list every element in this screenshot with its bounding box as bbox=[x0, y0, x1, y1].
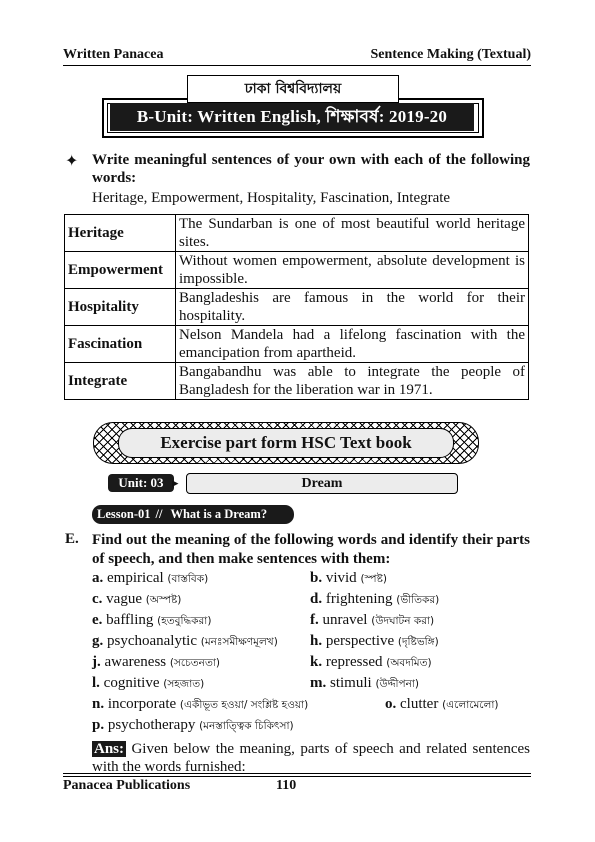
lesson-title: What is a Dream? bbox=[170, 507, 268, 521]
list-item: k. repressed (অবদমিত) bbox=[310, 654, 432, 670]
list-item: f. unravel (উদঘাটন করা) bbox=[310, 612, 435, 628]
question-text: Write meaningful sentences of your own with each of the following words: bbox=[92, 152, 530, 186]
exercise-banner-title: Exercise part form HSC Text book bbox=[118, 428, 454, 458]
list-item: a. empirical (বাস্তবিক) bbox=[92, 570, 209, 586]
list-item: l. cognitive (সহজাত) bbox=[92, 675, 205, 691]
exercise-label: E. bbox=[65, 531, 79, 547]
table-word: Heritage bbox=[65, 215, 176, 252]
star-bullet-icon: ✦ bbox=[65, 153, 79, 170]
answer-text: Given below the meaning, parts of speech and related sentences with the words furnished: bbox=[92, 741, 530, 775]
footer-rule-thin bbox=[63, 776, 531, 777]
table-sentence: Bangabandhu was able to integrate the people of Bangladesh for the liberation war in 1971. bbox=[176, 363, 529, 400]
list-item: n. incorporate (একীভূত হওয়া/ সংশ্লিষ্ট হওয়া) bbox=[92, 696, 309, 712]
table-row bbox=[65, 215, 529, 252]
list-item: b. vivid (স্পষ্ট) bbox=[310, 570, 387, 586]
list-item: h. perspective (দৃষ্টিভঙ্গি) bbox=[310, 633, 439, 649]
vocab-table bbox=[64, 214, 529, 400]
lesson-label bbox=[92, 505, 294, 524]
list-item: d. frightening (ভীতিকর) bbox=[310, 591, 440, 607]
list-item: o. clutter (এলোমেলো) bbox=[385, 696, 499, 712]
table-row bbox=[65, 363, 529, 400]
list-item: c. vague (অস্পষ্ট) bbox=[92, 591, 182, 607]
list-item: g. psychoanalytic (মনঃসমীক্ষণমূলখ) bbox=[92, 633, 278, 649]
header-rule bbox=[63, 65, 531, 66]
table-word: Fascination bbox=[65, 326, 176, 363]
unit-label: Unit: 03 bbox=[108, 474, 174, 492]
list-item: m. stimuli (উদ্দীপনা) bbox=[310, 675, 420, 691]
answer-paragraph bbox=[92, 740, 530, 776]
unit-title: Dream bbox=[186, 473, 458, 494]
table-sentence: The Sundarban is one of most beautiful world heritage sites. bbox=[176, 215, 529, 252]
table-row bbox=[65, 289, 529, 326]
list-item: j. awareness (সচেতনতা) bbox=[92, 654, 220, 670]
unit-banner-text: B-Unit: Written English, শিক্ষাবর্ষ: 2019-20 bbox=[110, 103, 474, 131]
arrow-right-icon: ▸ bbox=[172, 475, 179, 490]
word-list: Heritage, Empowerment, Hospitality, Fascination, Integrate bbox=[92, 190, 451, 206]
footer-rule bbox=[63, 773, 531, 774]
header-left: Written Panacea bbox=[63, 47, 164, 62]
lesson-number: Lesson-01 bbox=[97, 507, 151, 521]
footer-publisher: Panacea Publications bbox=[63, 778, 191, 793]
table-sentence: Bangladeshis are famous in the world for their hospitality. bbox=[176, 289, 529, 326]
university-title: ঢাকা বিশ্ববিদ্যালয় bbox=[187, 75, 399, 103]
table-word: Hospitality bbox=[65, 289, 176, 326]
exercise-instruction: Find out the meaning of the following words and identify their parts of speech, and then make sentences with them: bbox=[92, 532, 530, 567]
table-word: Empowerment bbox=[65, 252, 176, 289]
table-sentence: Without women empowerment, absolute development is impossible. bbox=[176, 252, 529, 289]
page-number: 110 bbox=[276, 778, 297, 793]
table-word: Integrate bbox=[65, 363, 176, 400]
table-row bbox=[65, 252, 529, 289]
answer-label: Ans: bbox=[94, 741, 125, 757]
header-right: Sentence Making (Textual) bbox=[370, 47, 531, 62]
table-row bbox=[65, 326, 529, 363]
lesson-separator: // bbox=[155, 507, 163, 521]
table-sentence: Nelson Mandela had a lifelong fascination with the emancipation from apartheid. bbox=[176, 326, 529, 363]
list-item: p. psychotherapy (মনস্তাত্ত্বিক চিকিৎসা) bbox=[92, 717, 294, 733]
list-item: e. baffling (হতবুদ্ধিকরা) bbox=[92, 612, 212, 628]
